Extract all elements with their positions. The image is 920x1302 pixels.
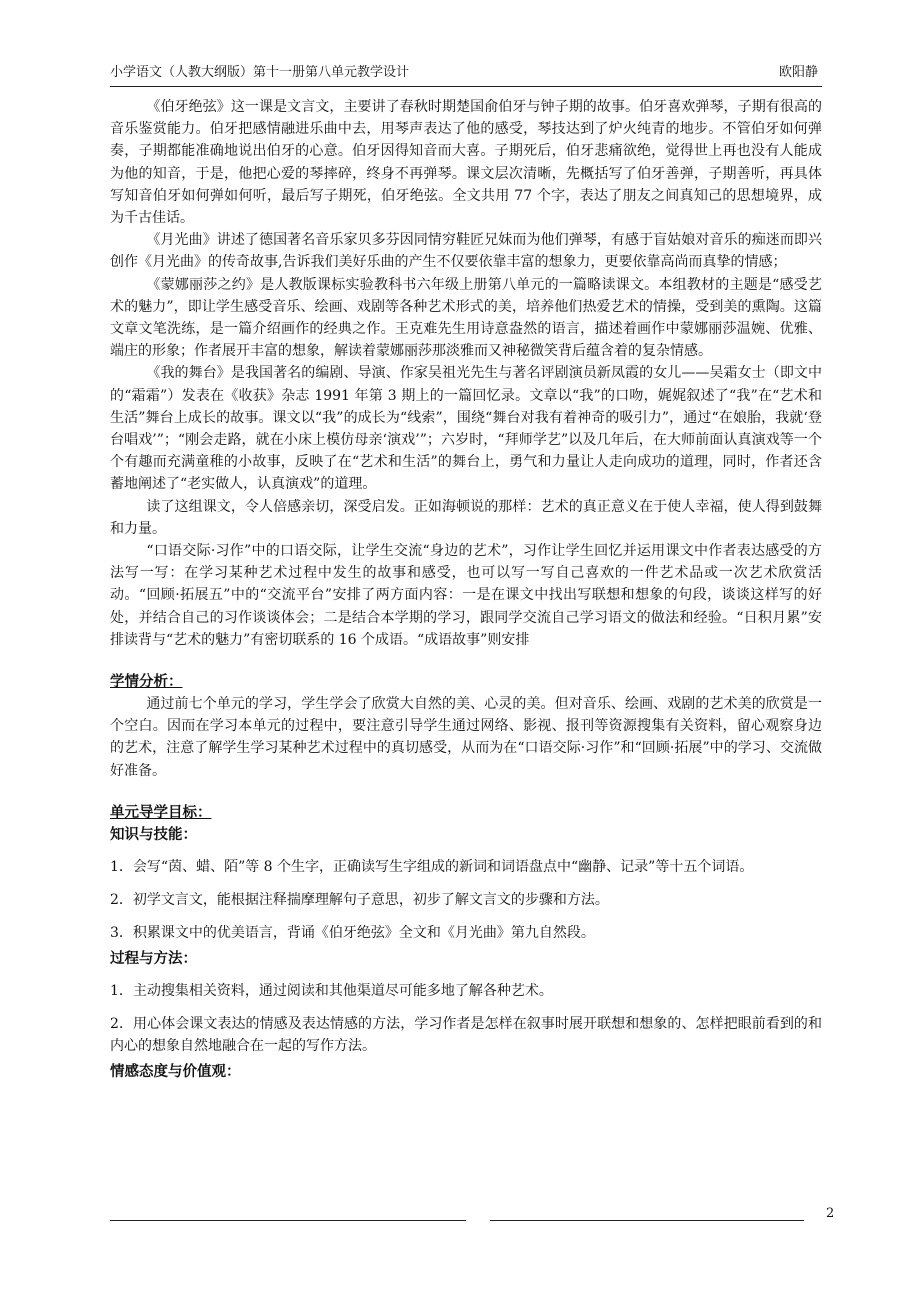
goals-heading: 单元导学目标： (110, 803, 212, 821)
knowledge-item: 3．积累课文中的优美语言，背诵《伯牙绝弦》全文和《月光曲》第九自然段。 (110, 924, 595, 941)
knowledge-skills-heading: 知识与技能： (110, 825, 197, 843)
document-body (110, 96, 822, 1083)
process-item: 1．主动搜集相关资料，通过阅读和其他渠道尽可能多地了解各种艺术。 (110, 982, 553, 999)
paragraph-yueguangqu: 《月光曲》讲述了德国著名音乐家贝多芬因同情穷鞋匠兄妹而为他们弹琴，有感于盲姑娘对音乐的痴迷而即兴创作《月光曲》的传奇故事,告诉我们美好乐曲的产生不仅要依靠丰富的想象力，更要依靠高尚而真挚的情感； (110, 232, 822, 271)
emotion-values-heading: 情感态度与价值观： (110, 1062, 241, 1080)
paragraph-monalisa: 《蒙娜丽莎之约》是人教版课标实验教科书六年级上册第八单元的一篇略读课文。本组教材的主题是“感受艺术的魅力”，即让学生感受音乐、绘画、戏剧等各种艺术形式的美，培养他们热爱艺术的情操，受到美的熏陶。这篇文章文笔洗练，是一篇介绍画作的经典之作。王克难先生用诗意盎然的语言，描述着画作中蒙娜丽莎温婉、优雅、端庄的形象；作者展开丰富的想象，解读着蒙娜丽莎那淡雅而又神秘微笑背后蕴含着的复杂情感。 (110, 276, 822, 360)
learning-analysis-text: 通过前七个单元的学习，学生学会了欣赏大自然的美、心灵的美。但对音乐、绘画、戏剧的艺术美的欣赏是一个空白。因而在学习本单元的过程中，要注意引导学生通过网络、影视、报刊等资源搜集有关资料，留心观察身边的艺术，注意了解学生学习某种艺术过程中的真切感受，从而为在“口语交际·习作”和“回顾·拓展”中的学习、交流做好准备。 (110, 696, 822, 779)
footer-rule-right (490, 1220, 804, 1221)
process-item: 2．用心体会课文表达的情感及表达情感的方法，学习作者是怎样在叙事时展开联想和想象的、怎样把眼前看到的和内心的想象自然地融合在一起的写作方法。 (110, 1015, 822, 1054)
header-author: 欧阳静 (778, 65, 818, 80)
page-number: 2 (826, 1206, 835, 1221)
footer-rule-left (110, 1220, 466, 1221)
learning-analysis-heading: 学情分析： (110, 673, 183, 691)
paragraph-reflection: 读了这组课文，令人倍感亲切，深受启发。正如海顿说的那样：艺术的真正意义在于使人幸福，使人得到鼓舞和力量。 (110, 498, 822, 537)
paragraph-wodewutai: 《我的舞台》是我国著名的编剧、导演、作家吴祖光先生与著名评剧演员新凤霞的女儿——吴霜女士（即文中的“霜霜”）发表在《收获》杂志 1991 年第 3 期上的一篇回忆录。文章以“我”的口吻，娓娓叙述了“我”在“艺术和生活”舞台上成长的故事。课文以“我”的成长为“线索”，围绕“舞台对我有着神奇的吸引力”，通过“在娘胎，我就‘登台唱戏’”；“刚会走路，就在小床上模仿母亲‘演戏’”；六岁时，“拜师学艺”以及几年后，在大师前面认真演戏等一个个有趣而充满童稚的小故事，反映了在“艺术和生活”的舞台上，勇气和力量让人走向成功的道理，同时，作者还含蓄地阐述了“老实做人，认真演戏”的道理。 (110, 365, 822, 493)
paragraph-oral-writing: “口语交际·习作”中的口语交际，让学生交流“身边的艺术”，习作让学生回忆并运用课文中作者表达感受的方法写一写：在学习某种艺术过程中发生的故事和感受，也可以写一写自己喜欢的一件艺术品或一次艺术欣赏活动。“回顾·拓展五”中的“交流平台”安排了两方面内容：一是在课文中找出写联想和想象的句段，谈谈这样写的好处，并结合自己的习作谈谈体会；二是结合本学期的学习，跟同学交流自己学习语文的做法和经验。“日积月累”安排读背与“艺术的魅力”有密切联系的 16 个成语。“成语故事”则安排 (110, 543, 822, 648)
page-header (110, 62, 822, 87)
paragraph-boyajuexian: 《伯牙绝弦》这一课是文言文，主要讲了春秋时期楚国俞伯牙与钟子期的故事。伯牙喜欢弹琴，子期有很高的音乐鉴赏能力。伯牙把感情融进乐曲中去，用琴声表达了他的感受，琴技达到了炉火纯青的地步。不管伯牙如何弹奏，子期都能准确地说出伯牙的心意。伯牙因得知音而大喜。子期死后，伯牙悲痛欲绝，觉得世上再也没有人能成为他的知音，于是，他把心爱的琴摔碎，终身不再弹琴。课文层次清晰，先概括写了伯牙善弹，子期善听，再具体写知音伯牙如何弹如何听，最后写子期死，伯牙绝弦。全文共用 77 个字，表达了朋友之间真知己的思想境界，成为千古佳话。 (110, 99, 822, 227)
knowledge-item: 1．会写“茵、蜡、陌”等 8 个生字，正确读写生字组成的新词和词语盘点中“幽静、记录”等十五个词语。 (110, 858, 754, 875)
header-title: 小学语文（人教大纲版）第十一册第八单元教学设计 (110, 65, 410, 80)
knowledge-item: 2．初学文言文，能根据注释揣摩理解句子意思，初步了解文言文的步骤和方法。 (110, 891, 609, 908)
process-methods-heading: 过程与方法： (110, 949, 197, 967)
